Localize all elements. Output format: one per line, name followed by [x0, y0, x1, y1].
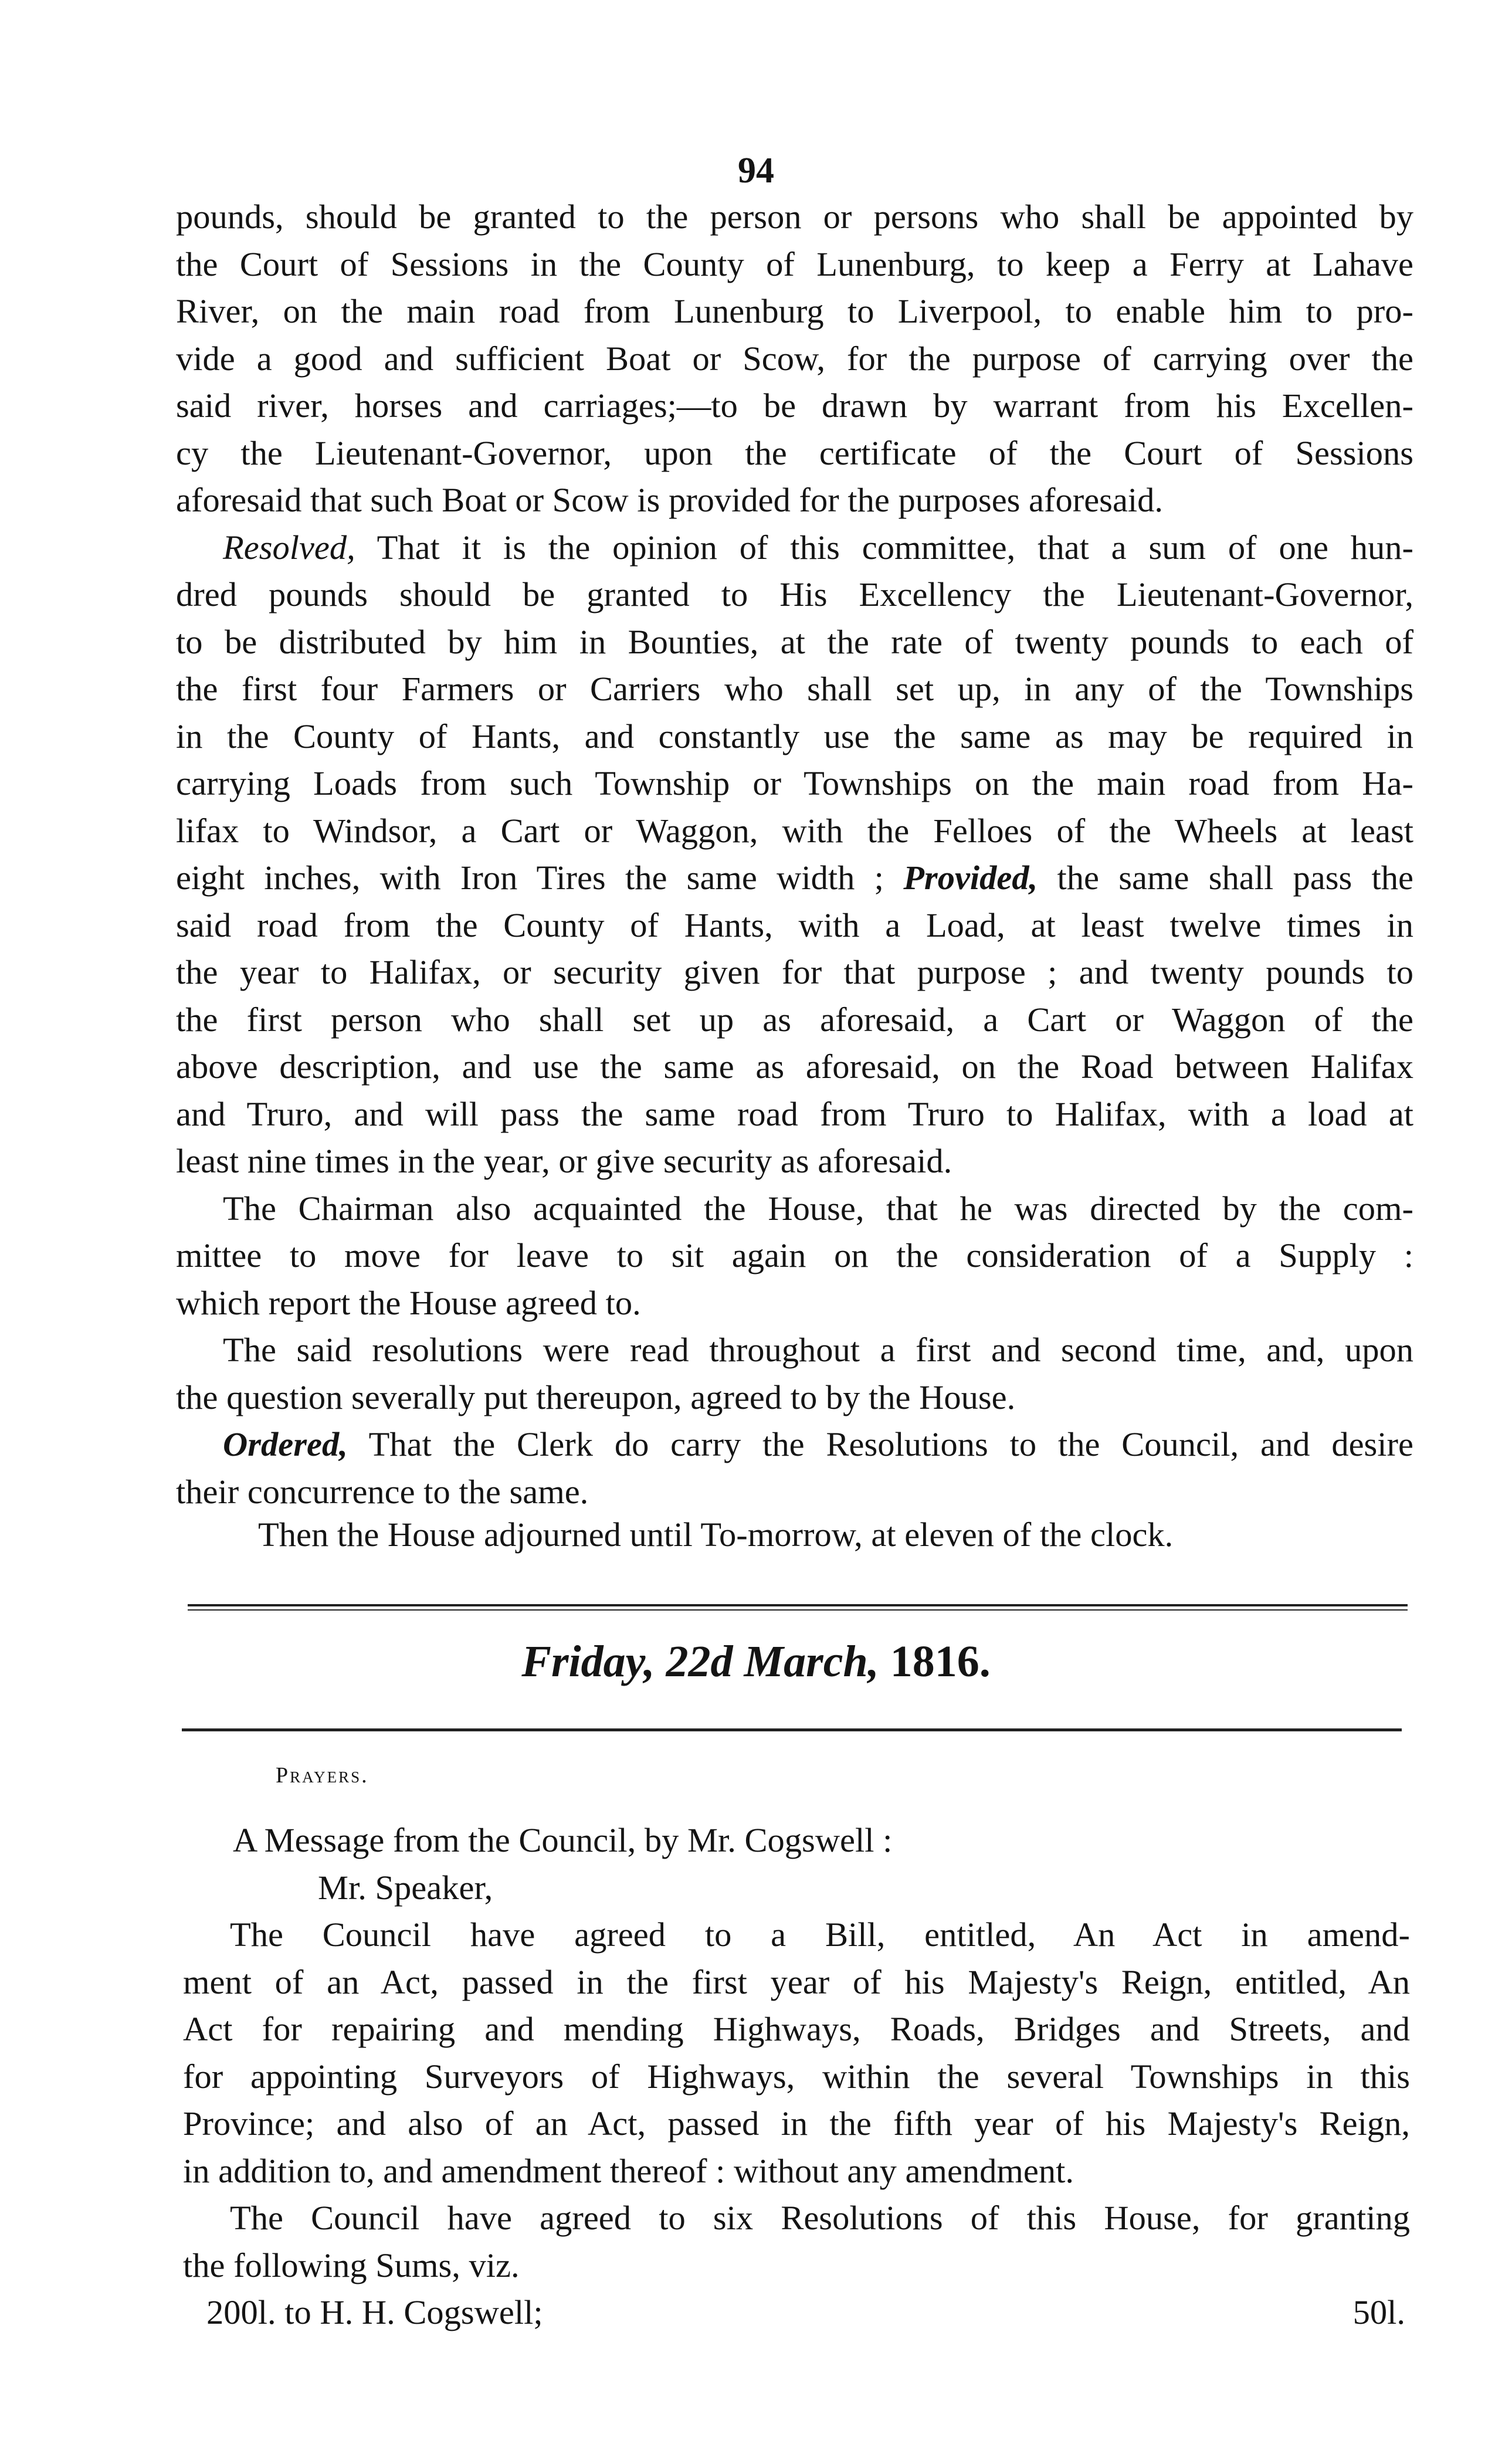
text-line: above description, and use the same as aforesaid, on the Road between Halifax — [176, 1047, 1413, 1086]
date-heading: Friday, 22d March, 1816. — [521, 1637, 991, 1686]
text-line: mittee to move for leave to sit again on the consideration of a Supply : — [176, 1236, 1413, 1274]
text-line: ment of an Act, passed in the first year of his Majesty's Reign, entitled, An — [183, 1962, 1410, 2001]
text-line: aforesaid that such Boat or Scow is provided for the purposes aforesaid. — [176, 481, 1164, 519]
text-line: the year to Halifax, or security given for that purpose ; and twenty pounds to — [176, 953, 1413, 991]
council-message — [183, 1817, 1410, 2337]
divider-rule — [182, 1728, 1402, 1731]
adjournment-line: Then the House adjourned until To-morrow, at eleven of the clock. — [258, 1516, 1174, 1554]
sum-line — [183, 2289, 1410, 2337]
text-line: the first four Farmers or Carriers who shall set up, in any of the Townships — [176, 670, 1413, 708]
text-line: cy the Lieutenant-Governor, upon the certificate of the Court of Sessions — [176, 433, 1413, 472]
text-line: lifax to Windsor, a Cart or Waggon, with the Felloes of the Wheels at least — [176, 811, 1413, 850]
resolutions-text — [176, 194, 1413, 1516]
text-line: their concurrence to the same. — [176, 1472, 589, 1511]
sum-amount: 50l. — [1352, 2293, 1405, 2331]
text-line: which report the House agreed to. — [176, 1283, 641, 1322]
text-line: Act for repairing and mending Highways, Roads, Bridges and Streets, and — [183, 2010, 1410, 2048]
text-line: River, on the main road from Lunenburg to Liverpool, to enable him to pro- — [176, 292, 1413, 330]
prayers-label: Prayers. — [276, 1763, 369, 1788]
sum-recipient: 200l. to H. H. Cogswell; — [206, 2293, 543, 2331]
text-line: the question severally put thereupon, agreed to by the House. — [176, 1378, 1016, 1416]
text-line: Ordered, That the Clerk do carry the Resolutions to the Council, and desire — [223, 1425, 1413, 1463]
text-line: the Court of Sessions in the County of Lunenburg, to keep a Ferry at Lahave — [176, 245, 1413, 283]
text-line: carrying Loads from such Township or Townships on the main road from Ha- — [176, 764, 1413, 802]
text-line: for appointing Surveyors of Highways, within the several Townships in this — [183, 2057, 1410, 2096]
text-line: the first person who shall set up as aforesaid, a Cart or Waggon of the — [176, 1000, 1413, 1039]
text-line: in addition to, and amendment thereof : without any amendment. — [183, 2151, 1074, 2190]
text-line: and Truro, and will pass the same road from Truro to Halifax, with a load at — [176, 1094, 1413, 1133]
text-line: The said resolutions were read throughout a first and second time, and, upon — [223, 1331, 1413, 1369]
text-line: Resolved, That it is the opinion of this committee, that a sum of one hun- — [223, 528, 1413, 567]
text-line: the following Sums, viz. — [183, 2246, 520, 2284]
divider-rule-thin — [188, 1609, 1408, 1611]
text-line: to be distributed by him in Bounties, at the rate of twenty pounds to each of — [176, 622, 1413, 661]
text-line: in the County of Hants, and constantly use the same as may be required in — [176, 717, 1413, 755]
text-line: pounds, should be granted to the person or persons who shall be appointed by — [176, 198, 1413, 236]
text-line: The Council have agreed to six Resolutions of this House, for granting — [230, 2199, 1410, 2237]
message-intro: A Message from the Council, by Mr. Cogswell : — [233, 1821, 893, 1859]
text-line: said river, horses and carriages;—to be drawn by warrant from his Excellen- — [176, 387, 1413, 425]
text-line: vide a good and sufficient Boat or Scow, for the purpose of carrying over the — [176, 339, 1413, 378]
divider-rule — [188, 1604, 1408, 1606]
ordered-word: Ordered, — [223, 1425, 348, 1463]
resolved-word: Resolved, — [223, 528, 355, 567]
text-line: Province; and also of an Act, passed in the fifth year of his Majesty's Reign, — [183, 2104, 1410, 2142]
text-line: said road from the County of Hants, with a Load, at least twelve times in — [176, 906, 1413, 944]
speaker-address: Mr. Speaker, — [318, 1868, 493, 1907]
page-number: 94 — [738, 151, 774, 191]
provided-word: Provided, — [903, 859, 1038, 897]
text-line: The Chairman also acquainted the House, that he was directed by the com- — [223, 1189, 1413, 1228]
text-line: dred pounds should be granted to His Excellency the Lieutenant-Governor, — [176, 575, 1413, 613]
text-line: least nine times in the year, or give security as aforesaid. — [176, 1142, 952, 1180]
text-line: eight inches, with Iron Tires the same width ; Provided, the same shall pass the — [176, 859, 1413, 897]
text-line: The Council have agreed to a Bill, entitled, An Act in amend- — [230, 1916, 1410, 1954]
